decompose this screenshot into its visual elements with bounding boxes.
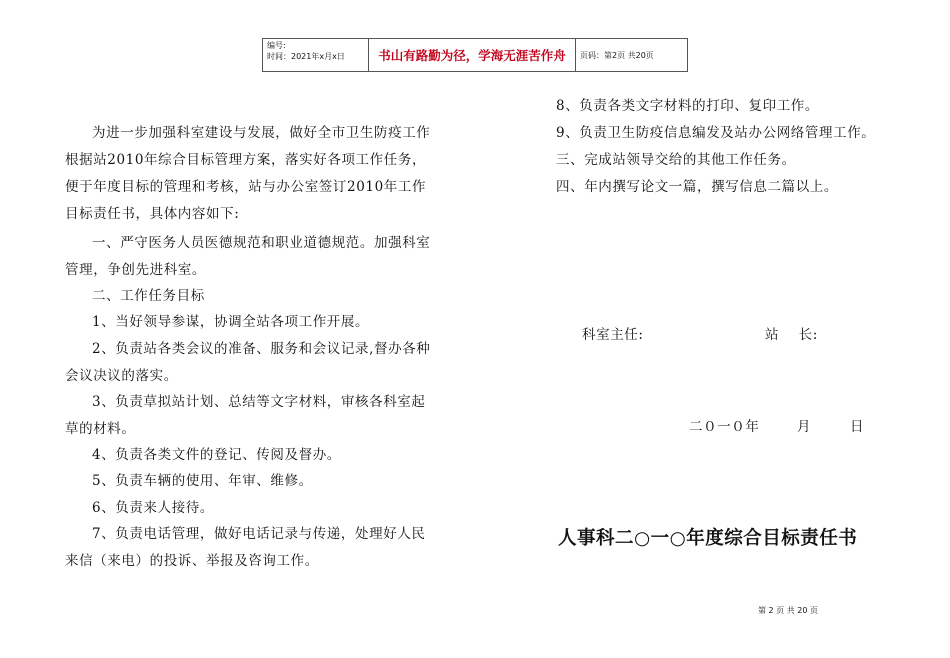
date-month: 月 (797, 419, 812, 435)
text-line: 2、负责站各类会议的准备、服务和会议记录,督办各种 (92, 341, 431, 357)
page-footer: 第 2 页 共 20 页 (758, 606, 818, 615)
header-box (262, 38, 688, 72)
task-item-1: 1、当好领导参谋，协调全站各项工作开展。 (92, 314, 370, 330)
task-item-8: 8、负责各类文字材料的打印、复印工作。 (556, 98, 819, 114)
text-line: 会议决议的落实。 (65, 368, 178, 384)
header-meta (263, 39, 369, 71)
text-line: 3、负责草拟站计划、总结等文字材料，审核各科室起 (92, 394, 426, 410)
text-line: 来信（来电）的投诉、举报及咨询工作。 (65, 553, 319, 569)
signature-section-head: 科室主任: (582, 327, 644, 343)
task-item-4: 4、负责各类文件的登记、传阅及督办。 (92, 447, 341, 463)
section-1 (65, 234, 430, 279)
task-item-5: 5、负责车辆的使用、年审、维修。 (92, 473, 313, 489)
date-year: 二０一０年 (689, 419, 760, 435)
text-line: 目标责任书，具体内容如下: (65, 206, 240, 222)
task-item-9: 9、负责卫生防疫信息编发及站办公网络管理工作。 (556, 125, 876, 141)
document-title: 人事科二○一○年度综合目标责任书 (558, 528, 858, 549)
code-label: 编号: (267, 41, 286, 50)
task-item-6: 6、负责来人接待。 (92, 500, 214, 516)
section-4: 四、年内撰写论文一篇，撰写信息二篇以上。 (556, 179, 838, 195)
time-label: 时间：2021年x月x日 (267, 52, 345, 61)
text-line: 便于年度目标的管理和考核，站与办公室签订2010年工作 (65, 179, 427, 195)
task-item-7 (65, 525, 426, 570)
signature-station-head: 站 长: (765, 327, 818, 343)
section-3: 三、完成站领导交给的其他工作任务。 (556, 152, 796, 168)
text-line: 草的材料。 (65, 421, 136, 437)
header-slogan: 书山有路勤为径，学海无涯苦作舟 (369, 39, 576, 71)
task-item-3 (65, 393, 426, 438)
text-line: 为进一步加强科室建设与发展，做好全市卫生防疫工作 (92, 125, 431, 141)
text-line: 一、严守医务人员医德规范和职业道德规范。加强科室 (92, 235, 431, 251)
text-line: 7、负责电话管理，做好电话记录与传递，处理好人民 (92, 526, 426, 542)
date-day: 日 (850, 419, 865, 435)
task-item-2 (65, 340, 430, 385)
header-page-info: 页码：第2页 共20页 (580, 50, 654, 60)
text-line: 根据站2010年综合目标管理方案，落实好各项工作任务， (65, 152, 427, 168)
section-2-title: 二、工作任务目标 (92, 288, 205, 304)
intro-paragraph (65, 124, 430, 223)
text-line: 管理，争创先进科室。 (65, 262, 206, 278)
